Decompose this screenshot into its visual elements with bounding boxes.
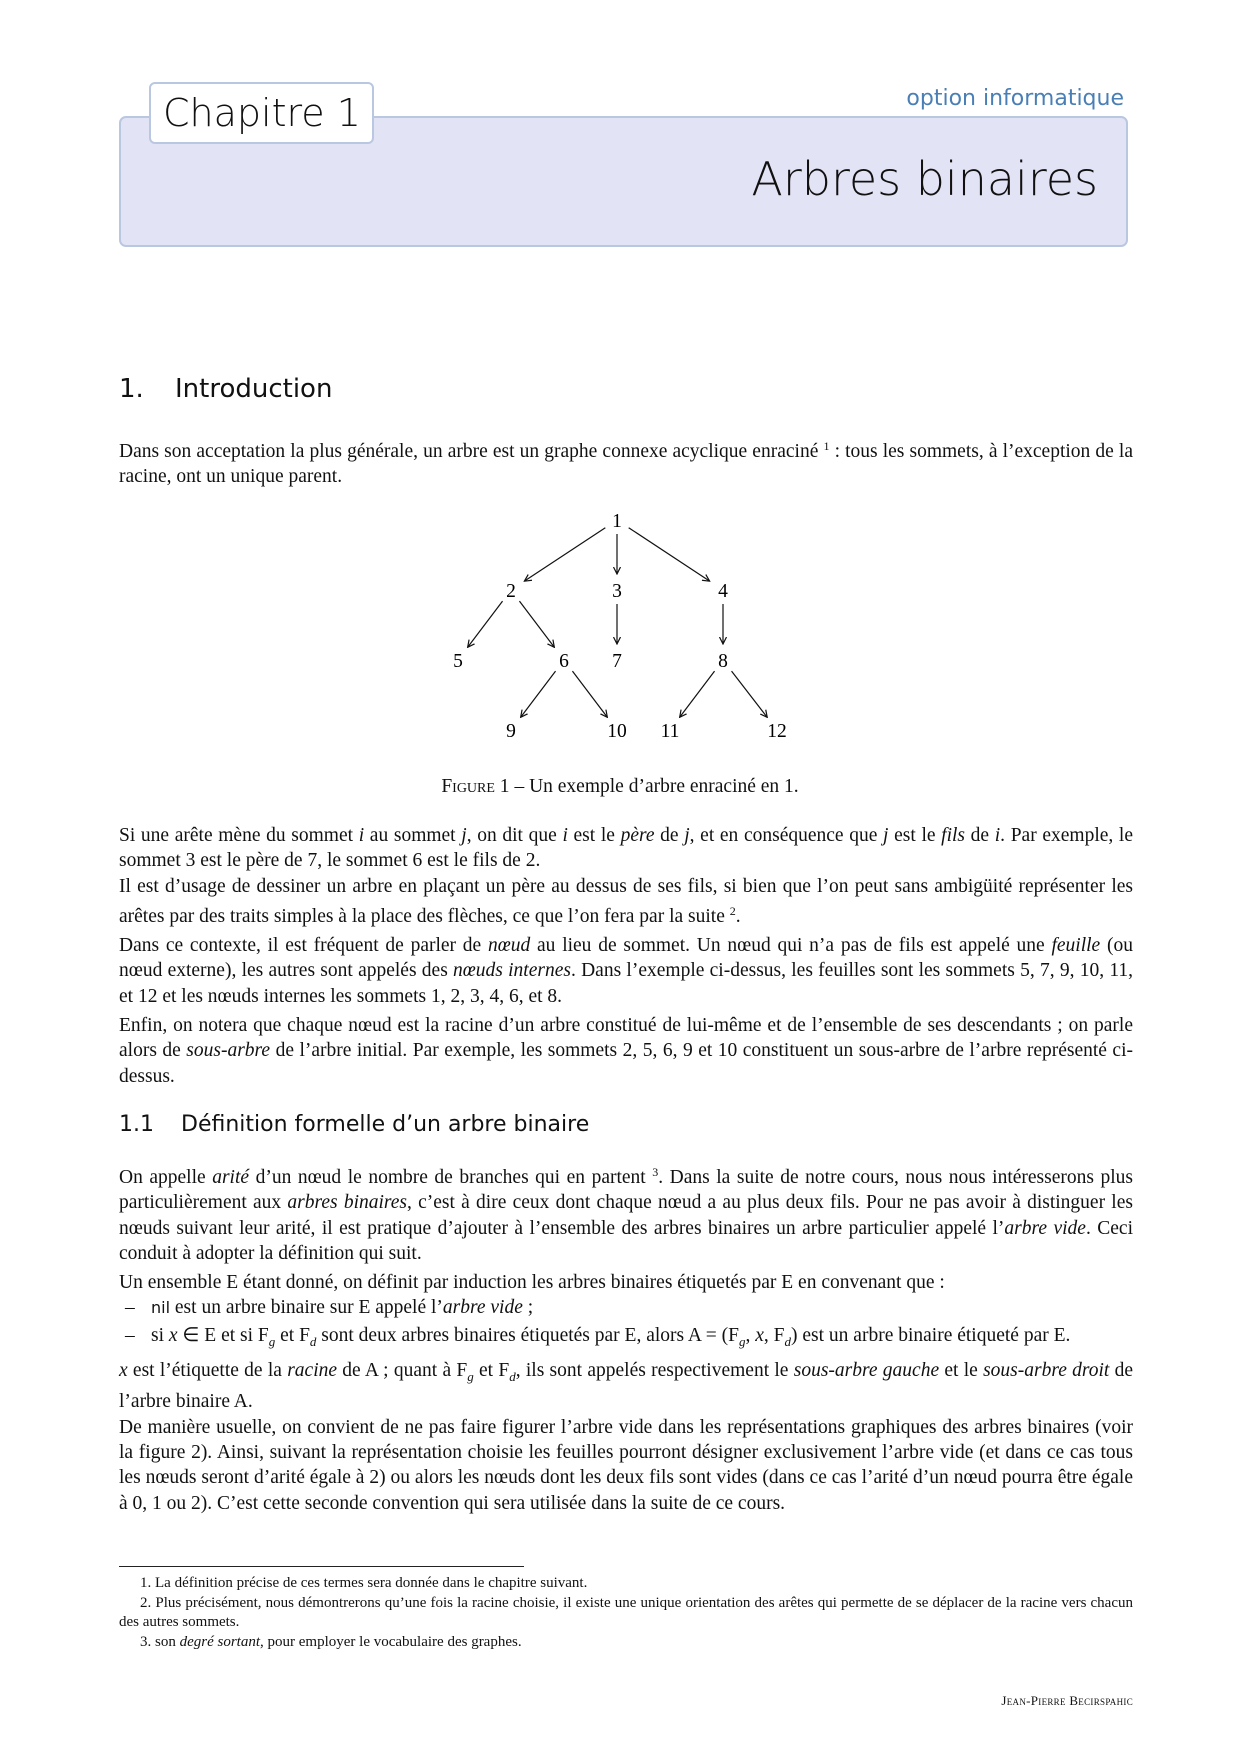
tree-node: 11 [660, 721, 680, 742]
text-run: de l’arbre initial. Par exemple, les sommets 2, 5, 6, 9 et 10 constituent un sous-arbre de l’arbre représenté ci-dessus. [119, 1040, 1134, 1087]
paragraph [119, 1358, 1133, 1415]
tree-node: 7 [612, 651, 622, 672]
footnote-ref: 2 [729, 903, 736, 918]
text-run: sous-arbre gauche [793, 1360, 940, 1382]
text-run: De manière usuelle, on convient de ne pas faire figurer l’arbre vide dans les représentations graphiques des arbres binaires (voir la figure 2). Ainsi, suivant la représentation choisie les feuilles pourront désigner exclusivement l’arbre vide (et dans ce cas tous les nœuds seront d’arité égale à 2) ou alors les nœuds dont les deux fils sont vides (dans ce cas l’arité d’un nœud pourra être égale à 0, 1 ou 2). C’est cette seconde convention qui sera utilisée dans la suite de ce cours. [119, 1416, 1133, 1514]
footnotes [119, 1574, 1133, 1652]
definition-text [119, 1160, 1133, 1516]
text-run: j [883, 825, 889, 846]
tree-node: 10 [607, 721, 627, 742]
text-run: est le [888, 825, 942, 846]
text-run: . Dans l’exemple ci-dessus, les feuilles sont les sommets 5, 7, 9, 10, 11, et 12 et les nœuds internes les sommets 1, 2, 3, 4, 6, et 8. [119, 960, 1133, 1007]
text-run: x [119, 1360, 128, 1382]
text-run: , on dit que [466, 825, 563, 846]
text-run: : tous les sommets, à l’exception de la racine, ont un unique parent. [119, 441, 1134, 488]
figure-label: Figure 1 [441, 776, 510, 797]
tree-node: 1 [612, 511, 622, 532]
text-run: (ou nœud externe), les autres sont appelés des [119, 935, 1133, 982]
text-run: . Ceci conduit à adopter la définition qui suit. [119, 1217, 1133, 1264]
tree-node: 6 [559, 651, 569, 672]
text-run: Il est d’usage de dessiner un arbre en plaçant un père au dessus de ses fils, si bien que l’on peut sans ambigüité représenter les arêtes par des traits simples à la place des flèches, ce que l’on fera par la suite [119, 875, 1133, 927]
text-run: ) est un arbre binaire étiqueté par E. [791, 1324, 1071, 1346]
text-run: , pour employer le vocabulaire des graphes. [260, 1633, 522, 1650]
text-run: Dans ce contexte, il est fréquent de parler de [119, 935, 488, 957]
footnote-ref: 1 [823, 439, 830, 453]
text-run: feuille [1051, 935, 1101, 957]
chapter-title: Arbres binaires [751, 152, 1098, 206]
tree-edge-2-5 [468, 601, 503, 647]
text-run: racine [287, 1360, 338, 1382]
tree-edge-8-11 [680, 671, 715, 717]
paragraph [119, 874, 1133, 930]
tree-node: 9 [506, 721, 516, 742]
figure-1-tree [0, 495, 1240, 755]
text-run: g [268, 1333, 276, 1349]
text-run: j [684, 825, 690, 846]
text-run: au lieu de sommet. Un nœud qui n’a pas de fils est appelé une [530, 935, 1052, 957]
text-run: nœuds internes [453, 960, 571, 982]
paragraph [119, 1160, 1133, 1266]
text-run: arbre vide [442, 1297, 523, 1319]
text-run: , ils sont appelés respectivement le [515, 1360, 794, 1382]
subsection-number: 1.1 [119, 1112, 154, 1137]
text-run: j [461, 825, 467, 846]
text-run: est le [567, 825, 621, 846]
chapter-label: Chapitre 1 [149, 82, 374, 144]
text-run: x [168, 1324, 178, 1346]
paragraph [119, 1633, 1133, 1653]
paragraph [119, 1574, 1133, 1594]
text-run: de A ; quant à F [337, 1360, 468, 1382]
text-run: est un arbre binaire sur E appelé l’ [170, 1297, 443, 1319]
author-footer: Jean-Pierre Becirspahic [1001, 1693, 1133, 1708]
paragraph [119, 1415, 1133, 1516]
text-run: ; [522, 1297, 534, 1319]
paragraph [119, 1013, 1133, 1089]
text-run: Si une arête mène du sommet [119, 825, 359, 846]
text-run: et F [275, 1324, 310, 1346]
paragraph [119, 1270, 1133, 1295]
text-run: ∈ E et si F [177, 1324, 269, 1346]
text-run: et le [939, 1360, 984, 1382]
tree-node: 12 [767, 721, 787, 742]
text-run: si [151, 1324, 169, 1346]
text-run: . Dans la suite de notre cours, nous nous intéresserons plus particulièrement aux [119, 1167, 1133, 1214]
tree-edge-1-4 [629, 528, 710, 581]
subsection-heading-definition [119, 1112, 589, 1137]
text-run: x [755, 1324, 764, 1346]
text-run: Un ensemble E étant donné, on définit par induction les arbres binaires étiquetés par E en convenant que : [119, 1272, 945, 1294]
definition-list [119, 1295, 1133, 1354]
paragraph [119, 1594, 1133, 1633]
paragraph [119, 823, 1133, 874]
subsection-title: Définition formelle d’un arbre binaire [181, 1112, 590, 1137]
figure-caption [0, 776, 1240, 798]
text-run: i [994, 825, 1001, 846]
paragraph [119, 933, 1133, 1009]
text-run: de [654, 825, 685, 846]
text-run: d’un nœud le nombre de branches qui en partent [249, 1167, 653, 1188]
course-option: option informatique [906, 86, 1124, 111]
text-run: fils [941, 825, 966, 846]
text-run: i [562, 825, 568, 846]
text-run: , F [763, 1324, 785, 1346]
text-run: arbre vide [1004, 1217, 1086, 1239]
list-item [151, 1323, 1133, 1354]
tree-node: 4 [718, 581, 728, 602]
tree-edge-2-6 [519, 601, 554, 647]
text-run: degré sortant [179, 1633, 261, 1650]
tree-edge-6-9 [521, 671, 556, 717]
list-item [151, 1295, 1133, 1320]
figure-caption-text: – Un exemple d’arbre enraciné en 1. [509, 776, 799, 797]
tree-edge-6-10 [572, 671, 607, 717]
text-run: sous-arbre droit [983, 1360, 1110, 1382]
text-run: On appelle [119, 1167, 213, 1188]
tree-edge-1-2 [524, 528, 605, 581]
text-run: nil [151, 1298, 171, 1318]
intro-text [119, 434, 1133, 494]
text-run: , c’est à dire ceux dont chaque nœud a au plus deux fils. Pour ne pas avoir à distinguer les nœuds suivant leur arité, il est pratique d’ajouter à l’ensemble des arbres binaires un arbre particulier appelé l’ [119, 1192, 1133, 1239]
text-run: d [309, 1333, 317, 1349]
paragraph [119, 434, 1133, 490]
text-run: d [784, 1333, 792, 1349]
text-run: 1. La définition précise de ces termes sera donnée dans le chapitre suivant. [140, 1575, 588, 1591]
intro-body-text [119, 823, 1133, 1093]
text-run: 2. Plus précisément, nous démontrerons qu’une fois la racine choisie, il existe une unique orientation des arêtes qui permette de se déplacer de la racine vers chacun des autres sommets. [119, 1594, 1133, 1630]
text-run: arité [212, 1167, 250, 1188]
text-run: nœud [487, 935, 531, 957]
text-run: , [745, 1324, 756, 1346]
text-run: d [509, 1369, 516, 1385]
section-number: 1. [119, 374, 144, 404]
tree-node: 2 [506, 581, 516, 602]
tree-node: 3 [612, 581, 622, 602]
footnote-divider [119, 1566, 524, 1567]
text-run: de l’arbre binaire A. [119, 1360, 1134, 1413]
text-run: sous-arbre [186, 1040, 271, 1062]
text-run: de [965, 825, 995, 846]
tree-edge-8-12 [732, 671, 768, 717]
text-run: , et en conséquence que [689, 825, 884, 846]
text-run: Dans son acceptation la plus générale, un arbre est un graphe connexe acyclique enraciné [119, 441, 824, 462]
tree-node: 8 [718, 651, 728, 672]
text-run: arbres binaires [287, 1192, 408, 1214]
section-heading-introduction [119, 374, 332, 404]
text-run: g [739, 1333, 746, 1349]
text-run: et F [473, 1360, 510, 1382]
text-run: au sommet [364, 825, 462, 846]
text-run: est l’étiquette de la [127, 1360, 288, 1382]
text-run: père [620, 825, 655, 846]
text-run: i [358, 825, 365, 846]
text-run: . Par exemple, le sommet 3 est le père de 7, le sommet 6 est le fils de 2. [119, 825, 1133, 872]
text-run: Enfin, on notera que chaque nœud est la racine d’un arbre constitué de lui-même et de l’ensemble de ses descendants ; on parle alors de [119, 1015, 1133, 1062]
footnote-ref: 3 [652, 1165, 659, 1179]
text-run: g [467, 1369, 474, 1385]
section-title: Introduction [175, 374, 333, 404]
tree-node: 5 [453, 651, 463, 672]
text-run: . [735, 905, 741, 927]
text-run: sont deux arbres binaires étiquetés par E, alors A = (F [316, 1324, 739, 1346]
text-run: 3. son [140, 1633, 180, 1650]
